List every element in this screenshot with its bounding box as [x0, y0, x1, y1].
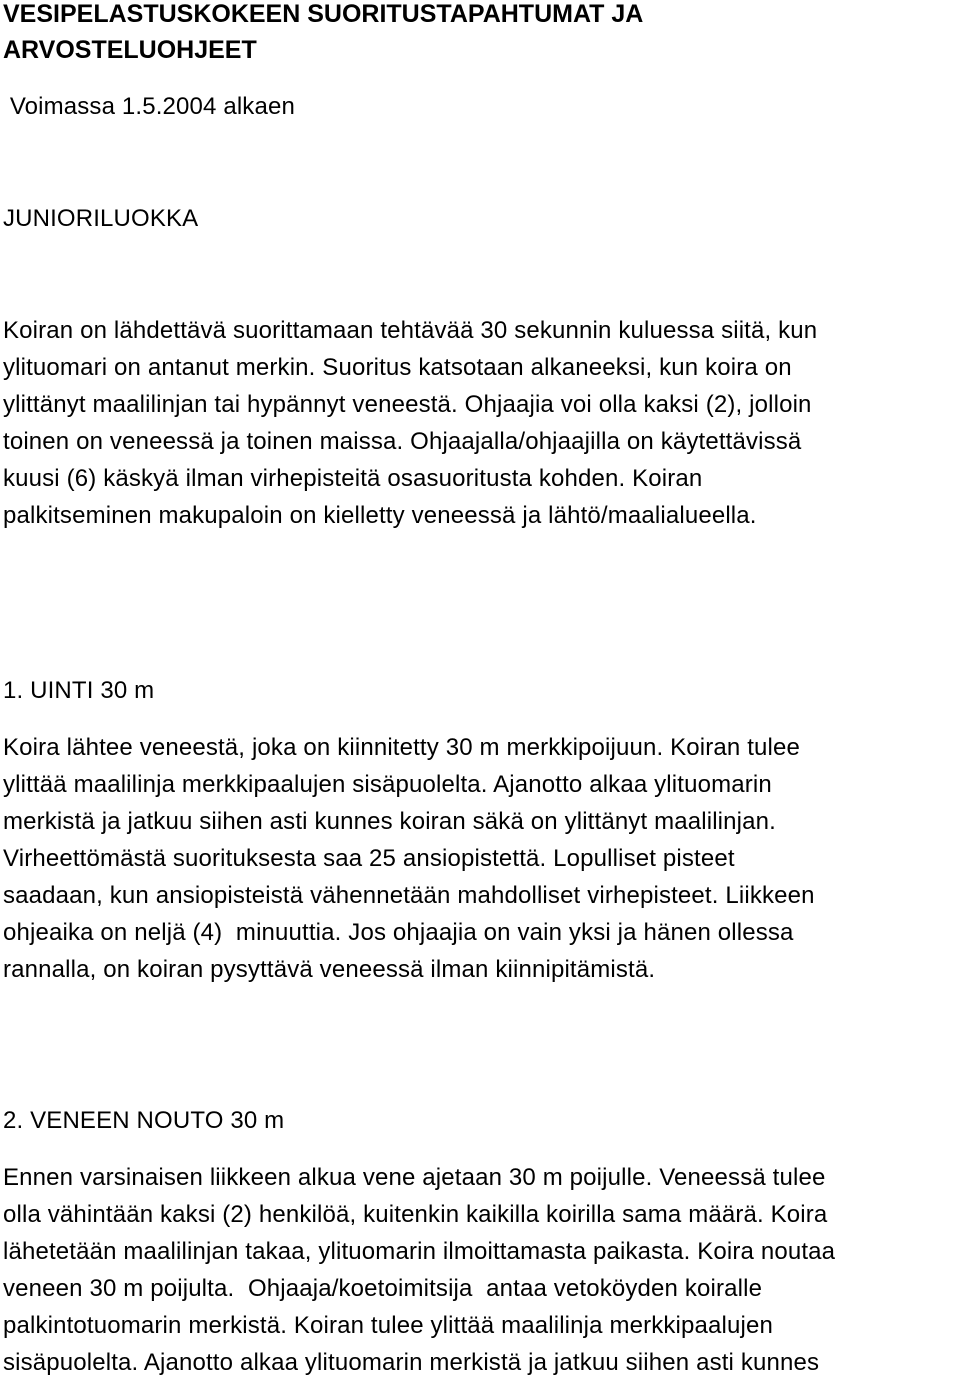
section-line: ylittää maalilinja merkkipaalujen sisäpuolelta. Ajanotto alkaa ylituomarin	[3, 771, 772, 798]
section-line: veneen 30 m poijulta. Ohjaaja/koetoimitsija antaa vetoköyden koiralle	[3, 1275, 763, 1302]
section-line: Ennen varsinaisen liikkeen alkua vene ajetaan 30 m poijulle. Veneessä tulee	[3, 1164, 826, 1191]
intro-line: ylituomari on antanut merkin. Suoritus katsotaan alkaneeksi, kun koira on	[3, 354, 792, 381]
section-line: Virheettömästä suorituksesta saa 25 ansiopistettä. Lopulliset pisteet	[3, 845, 735, 872]
intro-line: Koiran on lähdettävä suorittamaan tehtävää 30 sekunnin kuluessa siitä, kun	[3, 317, 818, 344]
intro-line: ylittänyt maalilinjan tai hypännyt veneestä. Ohjaajia voi olla kaksi (2), jolloin	[3, 391, 812, 418]
section-line: palkintotuomarin merkistä. Koiran tulee ylittää maalilinja merkkipaalujen	[3, 1312, 773, 1339]
intro-line: palkitseminen makupaloin on kielletty veneessä ja lähtö/maalialueella.	[3, 502, 757, 529]
section-line: rannalla, on koiran pysyttävä veneessä ilman kiinnipitämistä.	[3, 956, 656, 983]
validity-date: Voimassa 1.5.2004 alkaen	[3, 93, 295, 120]
intro-line: toinen on veneessä ja toinen maissa. Ohjaajalla/ohjaajilla on käytettävissä	[3, 428, 802, 455]
section-line: sisäpuolelta. Ajanotto alkaa ylituomarin merkistä ja jatkuu siihen asti kunnes	[3, 1349, 820, 1376]
section-line: ohjeaika on neljä (4) minuuttia. Jos ohjaajia on vain yksi ja hänen ollessa	[3, 919, 794, 946]
class-heading: JUNIORILUOKKA	[3, 205, 199, 232]
section-line: saadaan, kun ansiopisteistä vähennetään mahdolliset virhepisteet. Liikkeen	[3, 882, 815, 909]
document-title-line-1: VESIPELASTUSKOKEEN SUORITUSTAPAHTUMAT JA	[3, 0, 644, 28]
section-line: merkistä ja jatkuu siihen asti kunnes koiran säkä on ylittänyt maalilinjan.	[3, 808, 776, 835]
section-heading-uinti: 1. UINTI 30 m	[3, 677, 155, 704]
document-title-line-2: ARVOSTELUOHJEET	[3, 36, 257, 64]
section-line: Koira lähtee veneestä, joka on kiinnitetty 30 m merkkipoijuun. Koiran tulee	[3, 734, 801, 761]
section-line: olla vähintään kaksi (2) henkilöä, kuitenkin kaikilla koirilla sama määrä. Koira	[3, 1201, 828, 1228]
section-line: lähetetään maalilinjan takaa, ylituomarin ilmoittamasta paikasta. Koira noutaa	[3, 1238, 836, 1265]
section-heading-veneen-nouto: 2. VENEEN NOUTO 30 m	[3, 1107, 285, 1134]
intro-line: kuusi (6) käskyä ilman virhepisteitä osasuoritusta kohden. Koiran	[3, 465, 703, 492]
